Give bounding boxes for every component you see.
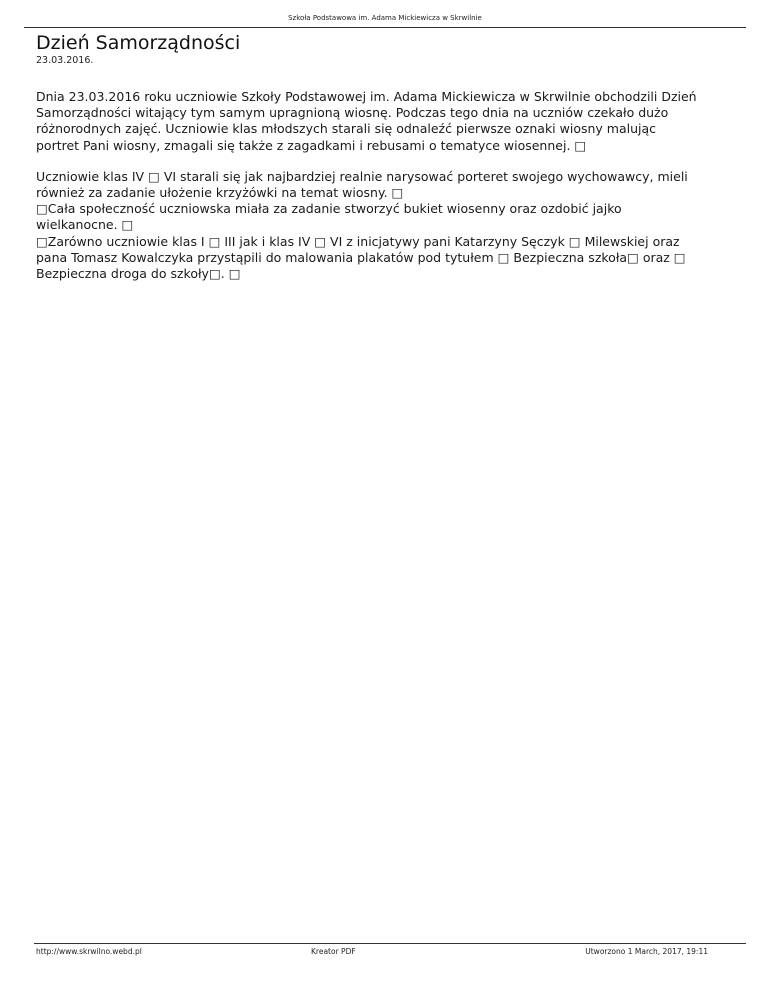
text-line: różnorodnych zajęć. Uczniowie klas młodszych starali się odnaleźć pierwsze oznaki wiosny malując [36, 121, 657, 137]
article-body [36, 89, 736, 297]
header-divider [24, 27, 746, 28]
text-line: również za zadanie ułożenie krzyżówki na temat wiosny. □ [36, 185, 404, 201]
page-header: Szkoła Podstawowa im. Adama Mickiewicza w Skrwilnie [288, 14, 482, 22]
text-line: Dnia 23.03.2016 roku uczniowie Szkoły Podstawowej im. Adama Mickiewicza w Skrwilnie obchodzili Dzień [36, 89, 697, 104]
text-line: Bezpieczna droga do szkoły□. □ [36, 266, 241, 282]
text-line: □Zarówno uczniowie klas I □ III jak i klas IV □ VI z inicjatywy pani Katarzyny Sęczyk □ Milewskiej oraz [36, 233, 680, 249]
text-line: pana Tomasz Kowalczyka przystąpili do malowania plakatów pod tytułem □ Bezpieczna szkoła□ oraz □ [36, 249, 686, 265]
paragraph-2 [36, 169, 736, 282]
footer-generator: Kreator PDF [311, 947, 356, 956]
article-date: 23.03.2016. [36, 55, 94, 66]
text-line: wielkanocne. □ [36, 217, 134, 233]
text-line: portret Pani wiosny, zmagali się także z zagadkami i rebusami o tematyce wiosennej. □ [36, 137, 587, 153]
text-line: □Cała społeczność uczniowska miała za zadanie stworzyć bukiet wiosenny oraz ozdobić jajko [36, 201, 622, 217]
paragraph-1 [36, 89, 736, 154]
text-line: Uczniowie klas IV □ VI starali się jak najbardziej realnie narysować porteret swojego wychowawcy, mieli [36, 168, 688, 184]
article-title: Dzień Samorządności [36, 32, 241, 54]
footer-created-timestamp: Utworzono 1 March, 2017, 19:11 [585, 947, 708, 956]
text-line: Samorządności witający tym samym upragnioną wiosnę. Podczas tego dnia na uczniów czekało dużo [36, 105, 669, 121]
footer-divider [34, 943, 746, 944]
footer-url-link[interactable]: http://www.skrwilno.webd.pl [36, 947, 142, 956]
